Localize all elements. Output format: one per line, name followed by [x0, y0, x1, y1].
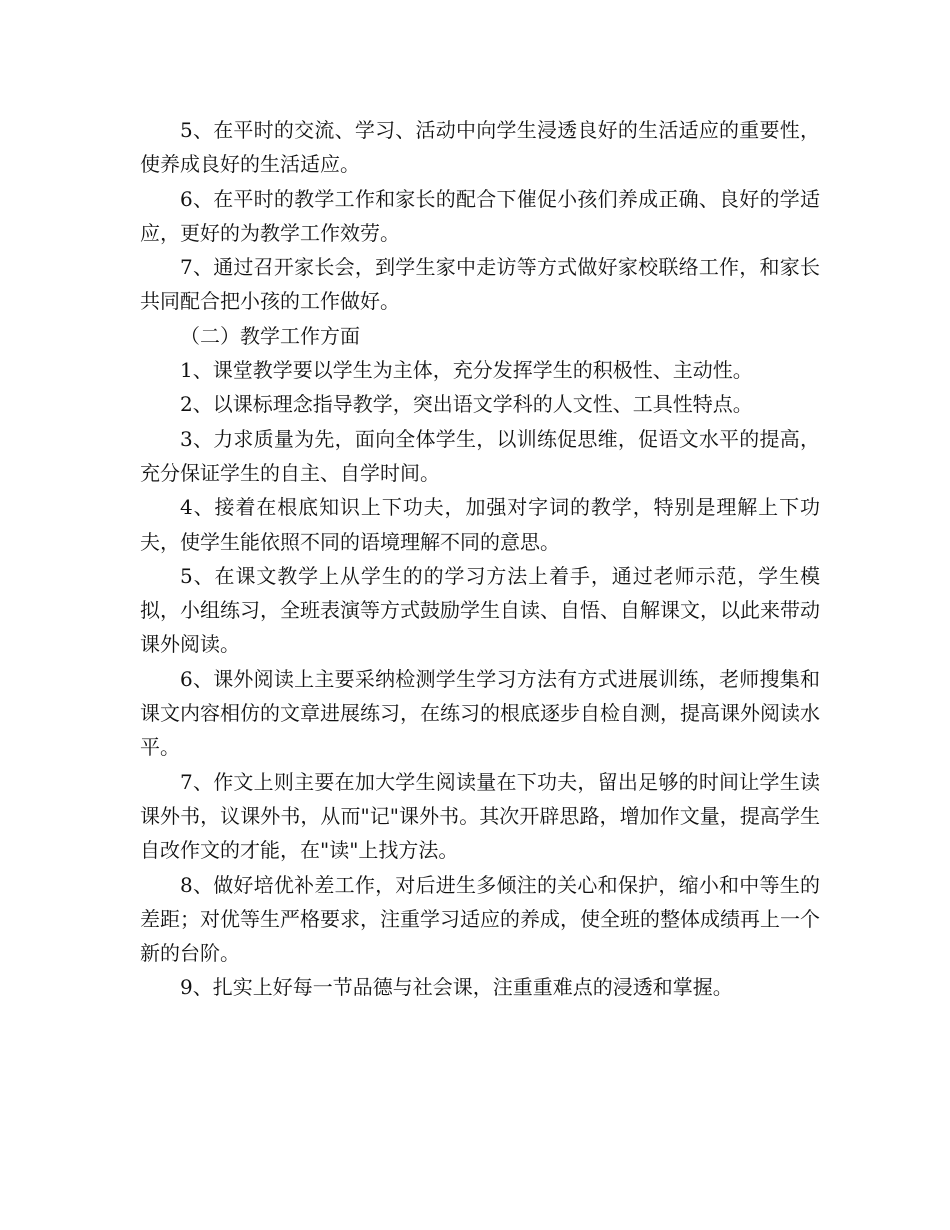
- paragraph-1: 1、课堂教学要以学生为主体，充分发挥学生的积极性、主动性。: [180, 358, 753, 383]
- paragraph-2: 2、以课标理念指导教学，突出语文学科的人文性、工具性特点。: [180, 392, 753, 417]
- paragraph-top-5: 5、在平时的交流、学习、活动中向学生浸透良好的生活适应的重要性，使养成良好的生活适应。: [140, 118, 820, 177]
- paragraph-7: 7、作文上则主要在加大学生阅读量在下功夫，留出足够的时间让学生读课外书，议课外书，从而"记"课外书。其次开辟思路，增加作文量，提高学生自改作文的才能，在"读"上找方法。: [140, 769, 820, 863]
- section-heading: （二）教学工作方面: [180, 323, 360, 348]
- paragraph-9: 9、扎实上好每一节品德与社会课，注重重难点的浸透和掌握。: [180, 975, 733, 1000]
- paragraph-3: 3、力求质量为先，面向全体学生，以训练促思维，促语文水平的提高，充分保证学生的自主、自学时间。: [140, 426, 820, 485]
- paragraph-top-7: 7、通过召开家长会，到学生家中走访等方式做好家校联络工作，和家长共同配合把小孩的工作做好。: [140, 255, 820, 314]
- paragraph-4: 4、接着在根底知识上下功夫，加强对字词的教学，特别是理解上下功夫，使学生能依照不同的语境理解不同的意思。: [140, 495, 820, 554]
- paragraph-6: 6、课外阅读上主要采纳检测学生学习方法有方式进展训练，老师搜集和课文内容相仿的文章进展练习，在练习的根底逐步自检自测，提高课外阅读水平。: [140, 666, 820, 760]
- paragraph-top-6: 6、在平时的教学工作和家长的配合下催促小孩们养成正确、良好的学适应，更好的为教学工作效劳。: [140, 186, 820, 245]
- paragraph-8: 8、做好培优补差工作，对后进生多倾注的关心和保护，缩小和中等生的差距；对优等生严格要求，注重学习适应的养成，使全班的整体成绩再上一个新的台阶。: [140, 872, 820, 966]
- paragraph-5: 5、在课文教学上从学生的的学习方法上着手，通过老师示范，学生模拟，小组练习，全班表演等方式鼓励学生自读、自悟、自解课文，以此来带动课外阅读。: [140, 563, 820, 657]
- document-body: [140, 113, 820, 1005]
